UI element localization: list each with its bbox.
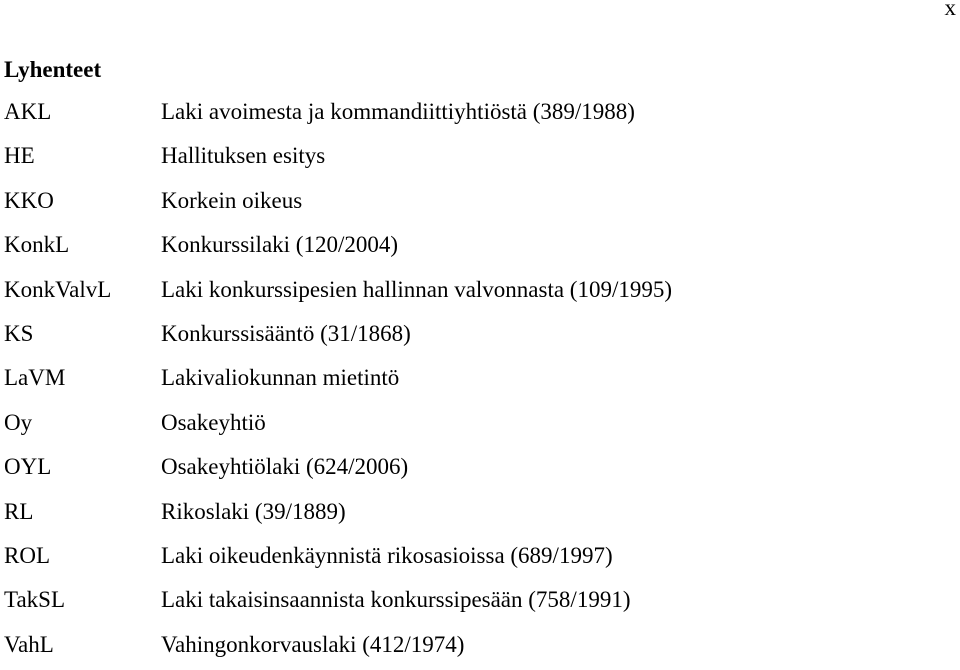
abbreviation-definition: Konkurssisääntö (31/1868): [161, 320, 411, 346]
abbreviation-row-konkl: [4, 225, 672, 269]
abbreviation-row-rl: [4, 492, 672, 536]
abbreviation-row-taksl: [4, 580, 672, 624]
abbreviation-definition: Laki konkurssipesien hallinnan valvonnasta (109/1995): [161, 276, 673, 302]
abbreviation-row-akl: [4, 92, 672, 136]
abbreviation-definition: Rikoslaki (39/1889): [161, 498, 346, 524]
abbreviation-term: KonkValvL: [4, 276, 112, 302]
page-number: x: [944, 0, 956, 20]
abbreviation-row-oy: [4, 403, 672, 447]
abbreviation-term: ROL: [4, 542, 50, 568]
abbreviation-definition: Osakeyhtiö: [161, 409, 266, 435]
abbreviation-definition: Laki avoimesta ja kommandiittiyhtiöstä (389/1988): [161, 99, 635, 124]
abbreviation-term: RL: [4, 498, 34, 524]
abbreviation-row-vahl: [4, 625, 672, 669]
abbreviation-term: OYL: [4, 454, 52, 480]
abbreviation-term: AKL: [4, 99, 52, 124]
abbreviation-row-he: [4, 136, 672, 180]
abbreviation-definition: Laki takaisinsaannista konkurssipesään (758/1991): [161, 587, 631, 613]
abbreviation-definition: Hallituksen esitys: [161, 143, 326, 169]
abbreviation-term: HE: [4, 143, 35, 169]
abbreviation-row-ks: [4, 314, 672, 358]
abbreviation-row-kko: [4, 181, 672, 225]
abbreviation-definition: Vahingonkorvauslaki (412/1974): [161, 631, 465, 657]
abbreviation-term: VahL: [4, 631, 54, 657]
abbreviation-definition: Korkein oikeus: [161, 187, 303, 213]
abbreviations-heading: Lyhenteet: [4, 57, 102, 82]
abbreviation-row-oyl: [4, 447, 672, 491]
abbreviation-term: Oy: [4, 409, 33, 435]
abbreviation-definition: Lakivaliokunnan mietintö: [161, 365, 400, 391]
abbreviations-list: [4, 92, 672, 669]
abbreviation-definition: Konkurssilaki (120/2004): [161, 232, 399, 258]
abbreviation-definition: Laki oikeudenkäynnistä rikosasioissa (689/1997): [161, 542, 613, 568]
abbreviation-term: LaVM: [4, 365, 66, 391]
abbreviation-row-konkvalvl: [4, 270, 672, 314]
abbreviation-term: TakSL: [4, 587, 65, 613]
abbreviation-definition: Osakeyhtiölaki (624/2006): [161, 454, 409, 480]
abbreviation-row-rol: [4, 536, 672, 580]
abbreviation-term: KKO: [4, 187, 54, 213]
abbreviation-row-lavm: [4, 358, 672, 402]
abbreviation-term: KonkL: [4, 232, 70, 258]
abbreviation-term: KS: [4, 320, 34, 346]
